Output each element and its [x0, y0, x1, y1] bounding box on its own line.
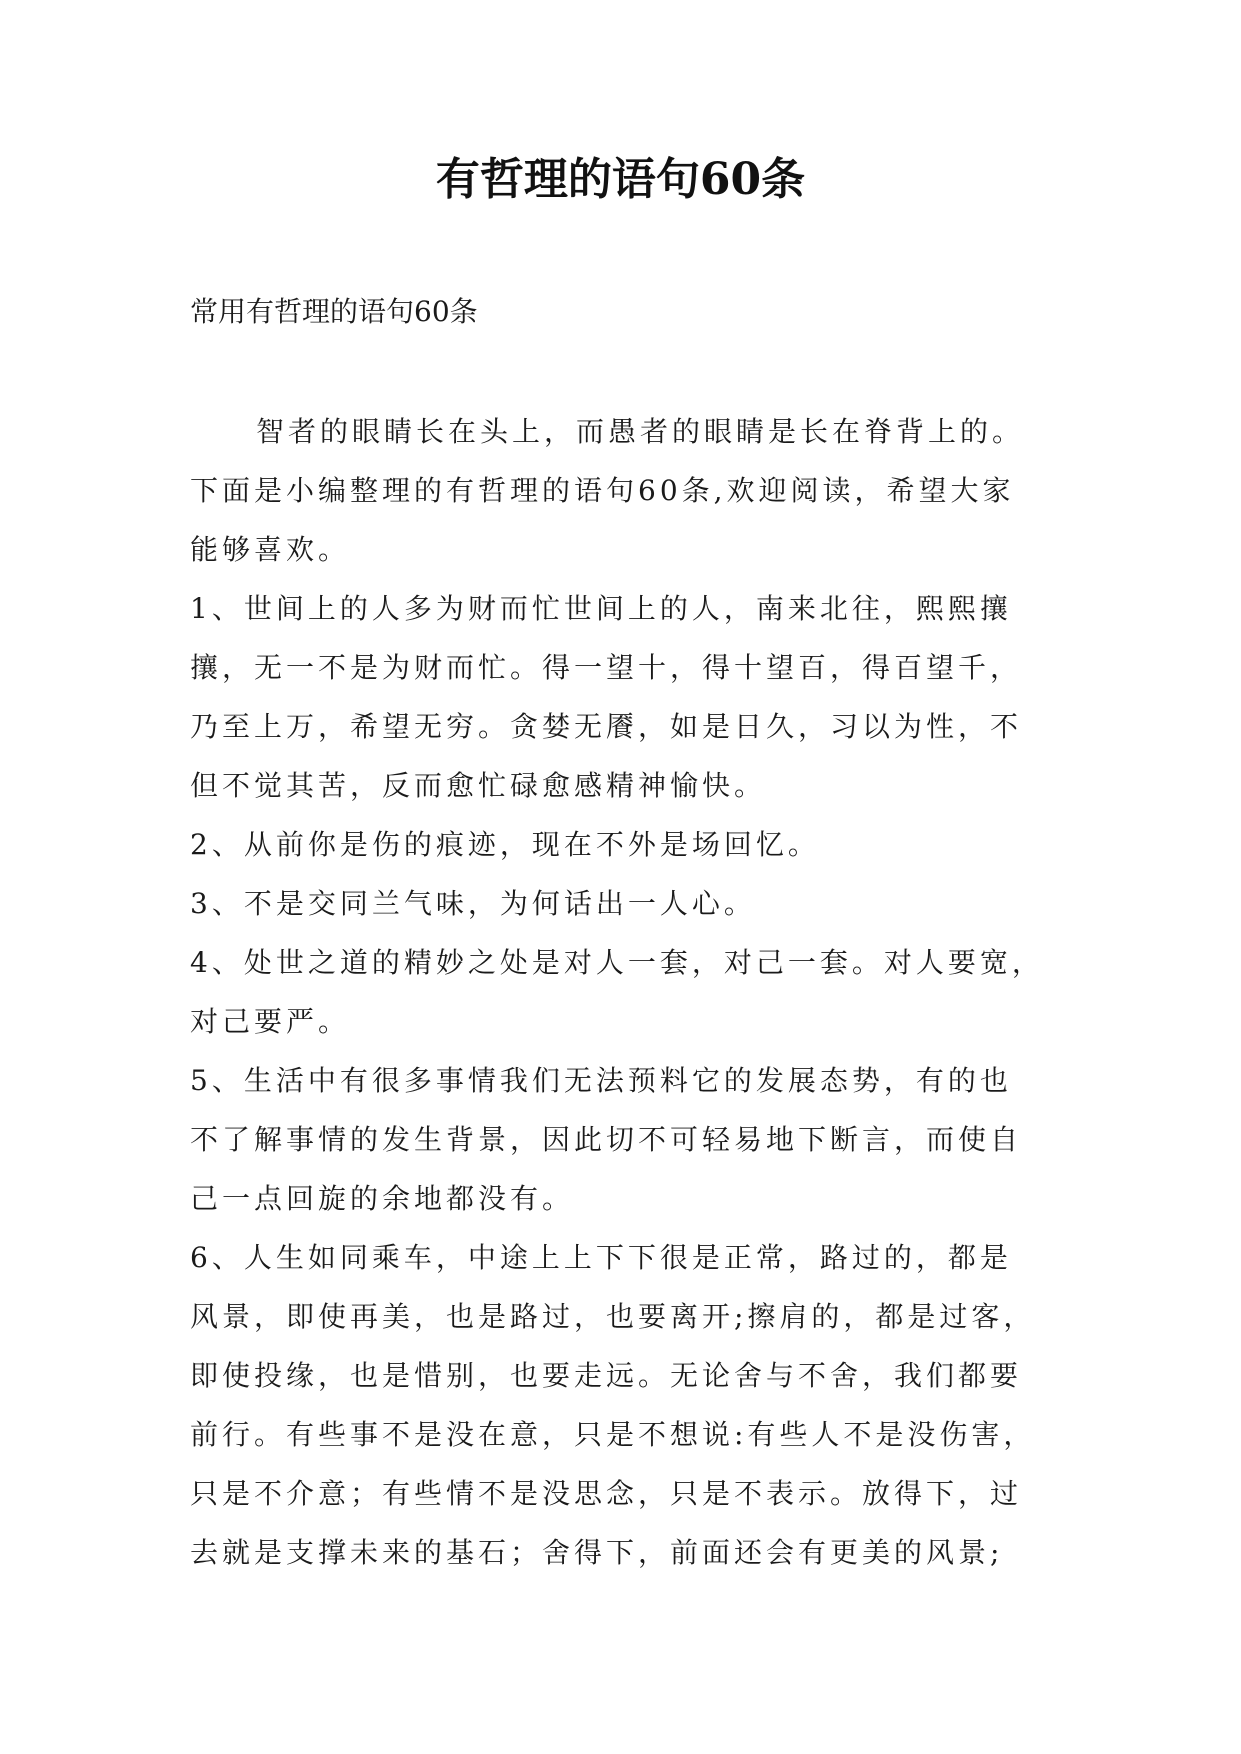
- paragraph-line: 不了解事情的发生背景，因此切不可轻易地下断言，而使自: [190, 1123, 1023, 1156]
- paragraph-line: 5、生活中有很多事情我们无法预料它的发展态势，有的也: [190, 1064, 1012, 1097]
- document-body: [190, 402, 1062, 1582]
- paragraph-line: 即使投缘，也是惜别，也要走远。无论舍与不舍，我们都要: [190, 1359, 1023, 1392]
- paragraph-line: 只是不介意；有些情不是没思念，只是不表示。放得下，过: [190, 1477, 1023, 1510]
- paragraph-line: 对己要严。: [190, 1005, 351, 1038]
- paragraph-line: 6、人生如同乘车，中途上上下下很是正常，路过的，都是: [190, 1241, 1012, 1274]
- paragraph-line: 前行。有些事不是没在意，只是不想说:有些人不是没伤害，: [190, 1418, 1036, 1451]
- paragraph-line: 3、不是交同兰气味，为何话出一人心。: [190, 887, 756, 920]
- paragraph-line: 2、从前你是伤的痕迹，现在不外是场回忆。: [190, 828, 820, 861]
- paragraph-line: 1、世间上的人多为财而忙世间上的人，南来北往，熙熙攘: [190, 592, 1012, 625]
- paragraph-line: 乃至上万，希望无穷。贪婪无餍，如是日久，习以为性，不: [190, 710, 1023, 743]
- document-title: 有哲理的语句60条: [435, 154, 806, 205]
- paragraph-line: 己一点回旋的余地都没有。: [190, 1182, 575, 1215]
- paragraph-line: 4、处世之道的精妙之处是对人一套，对己一套。对人要宽，: [190, 946, 1044, 979]
- paragraph-line: 能够喜欢。: [190, 533, 351, 566]
- paragraph-line: 下面是小编整理的有哲理的语句60条,欢迎阅读，希望大家: [190, 474, 1015, 507]
- paragraph-line: 风景，即使再美，也是路过，也要离开;擦肩的，都是过客，: [190, 1300, 1036, 1333]
- paragraph-line: 智者的眼睛长在头上，而愚者的眼睛是长在脊背上的。: [256, 415, 1025, 448]
- paragraph-line: 但不觉其苦，反而愈忙碌愈感精神愉快。: [190, 769, 767, 802]
- paragraph-line: 攘，无一不是为财而忙。得一望十，得十望百，得百望千，: [190, 651, 1023, 684]
- paragraph-line: 去就是支撑未来的基石；舍得下，前面还会有更美的风景;: [190, 1536, 1004, 1569]
- document-subtitle: 常用有哲理的语句60条: [190, 295, 478, 328]
